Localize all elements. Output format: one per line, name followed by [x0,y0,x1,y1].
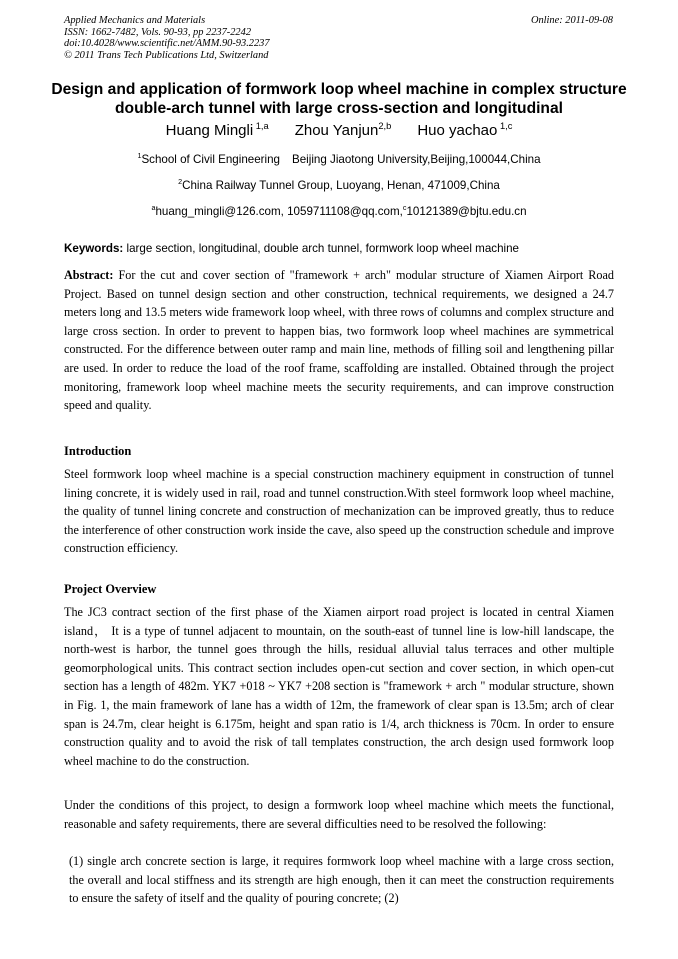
journal-name: Applied Mechanics and Materials [64,15,206,26]
author-emails: $^a$huang_mingli@126.com, 1059711108@qq.com,$^c$10121389@bjtu.edu.cn [151,203,527,218]
author-1: Huang Mingli $^{1,a}$ [165,121,269,139]
project-overview-heading: Project Overview [64,582,157,596]
issn-line: ISSN: 1662-7482, Vols. 90-93, pp 2237-2242 [64,26,252,38]
author-list [0,121,678,141]
affiliation-1: $^1$School of Civil Engineering Beijing Jiaotong University,Beijing,100044,China [137,151,541,166]
keywords: Keywords: large section, longitudinal, double arch tunnel, formwork loop wheel machine [64,242,519,255]
affiliation-2: $^2$China Railway Tunnel Group, Luoyang, Henan, 471009,China [178,177,500,192]
project-overview-paragraph-2: Under the conditions of this project, to design a formwork loop wheel machine which meets the functional, reasonable and safety requirements, there are several difficulties need to be resolved the following: [64,798,614,831]
introduction-heading: Introduction [64,444,132,458]
project-overview-paragraph-1: The JC3 contract section of the first phase of the Xiamen airport road project is located in central Xiamen island， It is a type of tunnel adjacent to mountain, on the south-east of tunnel line is low-hill landscape, the north-west is harbor, the tunnel goes through the hills, residual alluvial talus terraces and other multiple geomorphological units. This contract section includes open-cut section and cover section, in which open-cut section has a length of 482m. YK7 +018 ~ YK7 +208 section is "framework + arch " modular structure, shown in Fig. 1, the main framework of lane has a width of 12m, the framework of clear span is 13.5m; arch of clear span is 24.7m, clear height is 6.175m, height and span ratio is 1/4, arch thickness is 70cm. In order to ensure construction quality and to avoid the risk of tall templates construction, the arch design used formwork loop wheel machine to do the construction. [64,605,614,768]
author-2: Zhou Yanjun$^{2,b}$ [294,121,392,139]
copyright-line: © 2011 Trans Tech Publications Ltd, Switzerland [64,49,269,61]
journal-header [64,15,270,61]
paper-title: Design and application of formwork loop wheel machine in complex structure double-arch tunnel with large cross-section and longitudinal [51,81,627,117]
online-date: Online: 2011-09-08 [530,15,613,26]
introduction-text: Steel formwork loop wheel machine is a special construction machinery equipment in construction of tunnel lining concrete, it is widely used in rail, road and tunnel construction.With steel formwork loop wheel machine, the quality of tunnel lining concrete and construction of mechanization can be improved greatly, thus to reduce the interference of other construction work inside the cave, also speed up the construction schedule and improve construction efficiency. [64,467,614,556]
project-overview-paragraph-3: (1) single arch concrete section is large, it requires formwork loop wheel machine with a large cross section, the overall and local stiffness and its strength are high enough, then it can meet the construction requirements to ensure the safety of itself and the quality of pouring concrete; (2) [69,854,614,906]
doi-line: doi:10.4028/www.scientific.net/AMM.90-93.2237 [64,38,270,50]
abstract: Abstract: For the cut and cover section of "framework + arch" modular structure of Xiamen Airport Road Project. Based on tunnel design section and other construction, technical requirements, we designed a 24.7 meters long and 13.5 meters wide framework loop wheel, with three rows of columns and complex structure and large cross section. In order to prevent to happen bias, two formwork loop wheel machines are symmetrical constructed. For the difference between outer ramp and main line, methods of filling soil and lengthening pillar are used. In order to reduce the load of the roof frame, scaffolding are installed. Obtained through the project monitoring, framework loop wheel machine meets the security requirements, and can improve construction speed and quality. [64,268,615,413]
author-3: Huo yachao $^{1,c}$ [417,121,513,139]
